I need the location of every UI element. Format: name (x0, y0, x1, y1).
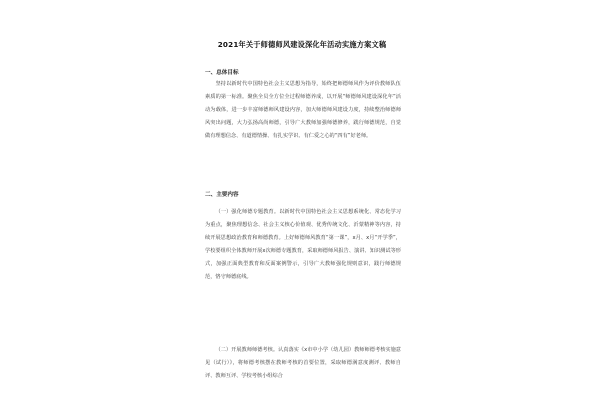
section-heading-content: 二、主要内容 (205, 192, 239, 198)
paragraph-goals: 坚持以新时代中国特色社会主义思想为指导，始终把师德师风作为评价教师队伍素质的第一标准。聚焦全员全方位全过程师德养成，以开展“师德师风建设深化年”活动为载体，进一步丰富师德师风建设内容，加大师德师风建设力度，持续整治师德师风突出问题，大力弘扬高尚师德，引导广大教师加强师德修养，践行师德规范，自觉做有理想信念、有道德情操、有扎实学识、有仁爱之心的“四有”好老师。 (205, 81, 401, 139)
document-page (195, 0, 409, 400)
section-heading-goals: 一、总体目标 (205, 70, 239, 76)
document-title: 2021年关于师德师风建设深化年活动实施方案文稿 (217, 40, 387, 49)
paragraph-ethics-assessment: （二）开展教师师德考核。认真落实《x市中小学（幼儿园）教师师德考核实施意见（试行）》，将师德考核摆在教师考核的首要位置，采取师德满意度测评、教师自评、教师互评、学校考核小组综合 (205, 347, 401, 379)
paragraph-ethics-education: （一）强化师德专题教育。以新时代中国特色社会主义思想系统化、常态化学习为重点，聚焦理想信念、社会主义核心价值观、优秀传统文化、沂蒙精神等内容，持续开展思想政治教育和师德教育。上好师德师风教育“第一课”，x月、x月“开学季”，学校要组织全体教师开展x次师德专题教育，采取师德师风报告、演讲、知识测试等形式，加强正面典型教育和反面案例警示，引导广大教师强化规则意识，践行师德规范，恪守师德底线。 (205, 209, 401, 280)
